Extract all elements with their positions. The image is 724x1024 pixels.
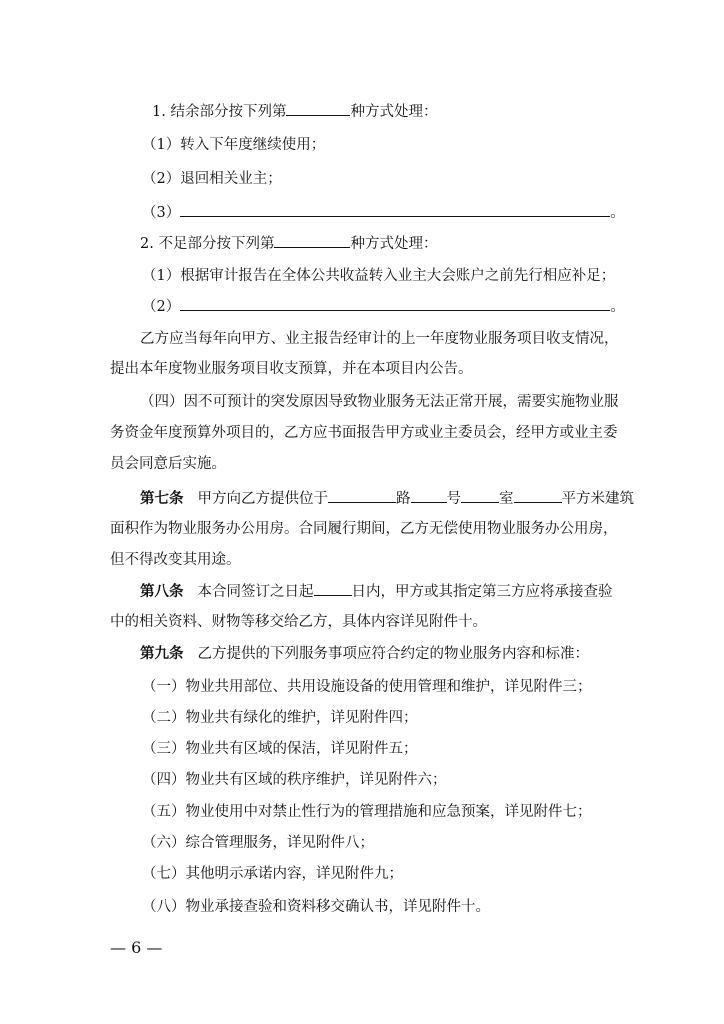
article-9-item-7: （七）其他明示承诺内容，详见附件九； (142, 866, 403, 882)
item-1-option-3 (142, 202, 625, 223)
audit-paragraph-line-2: 提出本年度物业服务项目收支预算，并在本项目内公告。 (110, 361, 473, 377)
article-9-item-3: （三）物业共有区域的保洁，详见附件五； (142, 741, 418, 757)
blank-option-3 (180, 202, 610, 217)
item-2-line (140, 233, 437, 254)
article-7-area: 平方米建筑 (561, 491, 634, 507)
item-1-post: 种方式处理： (350, 104, 438, 120)
item-2-post: 种方式处理： (350, 236, 438, 252)
article-8-text-1: 本合同签订之日起 (197, 584, 314, 600)
item-2-option-2-post: 。 (610, 299, 625, 315)
blank-room (461, 488, 499, 503)
article-9-item-2: （二）物业共有绿化的维护，详见附件四； (142, 710, 418, 726)
item-1-option-3-pre: （3） (142, 205, 181, 221)
item-2-option-1: （1）根据审计报告在全体公共收益转入业主大会账户之前先行相应补足； (142, 268, 616, 284)
audit-paragraph-line-1: 乙方应当每年向甲方、业主报告经审计的上一年度物业服务项目收支情况， (140, 331, 619, 347)
blank-method-number-1 (286, 101, 350, 116)
article-7-line-2: 面积作为物业服务办公用房。合同履行期间，乙方无偿使用物业服务办公用房， (110, 521, 618, 537)
article-9-intro: 乙方提供的下列服务事项应符合约定的物业服务内容和标准： (197, 646, 589, 662)
blank-area (514, 488, 562, 503)
article-9-item-6: （六）综合管理服务，详见附件八； (142, 835, 374, 851)
article-7-title: 第七条 (140, 490, 184, 507)
clause-four-line-3: 员会同意后实施。 (110, 456, 226, 472)
article-9-line-1 (140, 644, 589, 664)
item-1-option-3-post: 。 (610, 205, 625, 221)
article-7-text-1: 甲方向乙方提供位于 (197, 491, 328, 507)
clause-four-line-2: 务资金年度预算外项目的，乙方应书面报告甲方或业主委员会，经甲方或业主委 (110, 425, 618, 441)
blank-days (314, 581, 352, 596)
item-1-pre: 1. 结余部分按下列第 (152, 104, 287, 120)
blank-option-2 (180, 296, 610, 311)
item-1-option-2: （2）退回相关业主； (142, 171, 282, 187)
article-7-road: 路 (396, 491, 411, 507)
article-7-room: 室 (499, 491, 514, 507)
article-8-text-2: 日内，甲方或其指定第三方应将承接查验 (351, 584, 613, 600)
blank-number (411, 488, 447, 503)
item-2-pre: 2. 不足部分按下列第 (140, 236, 275, 252)
article-7-line-1 (140, 488, 634, 509)
blank-method-number-2 (274, 233, 350, 248)
article-7-number: 号 (446, 491, 461, 507)
item-1-line (152, 101, 437, 122)
item-2-option-2 (142, 296, 625, 317)
article-8-title: 第八条 (140, 583, 184, 600)
page-number: — 6 — (110, 938, 163, 957)
article-8-line-1 (140, 581, 613, 602)
article-9-item-8: （八）物业承接查验和资料移交确认书，详见附件十。 (142, 899, 490, 915)
article-9-item-1: （一）物业共用部位、共用设施设备的使用管理和维护，详见附件三； (142, 679, 592, 695)
item-1-option-1: （1）转入下年度继续使用； (142, 137, 326, 153)
clause-four-line-1: （四）因不可预计的突发原因导致物业服务无法正常开展，需要实施物业服 (140, 394, 619, 410)
article-9-item-5: （五）物业使用中对禁止性行为的管理措施和应急预案，详见附件七； (142, 804, 592, 820)
item-2-option-2-pre: （2） (142, 299, 181, 315)
article-8-line-2: 中的相关资料、财物等移交给乙方，具体内容详见附件十。 (110, 614, 487, 630)
article-9-title: 第九条 (140, 645, 184, 662)
blank-road (328, 488, 396, 503)
article-9-item-4: （四）物业共有区域的秩序维护，详见附件六； (142, 772, 447, 788)
article-7-line-3: 但不得改变其用途。 (110, 552, 241, 568)
